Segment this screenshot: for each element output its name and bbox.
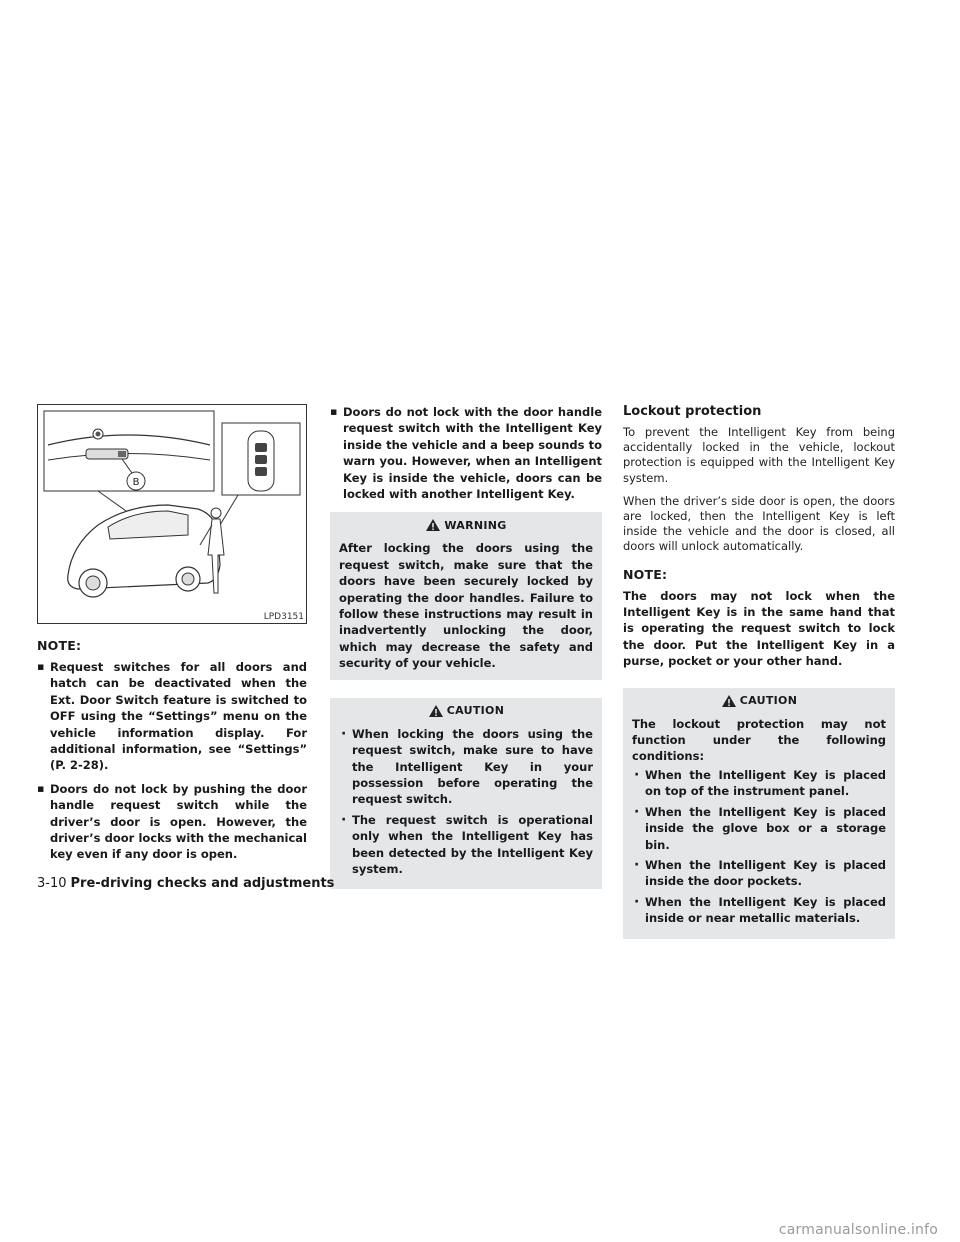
caution-title: CAUTION (446, 704, 505, 718)
warning-icon (425, 518, 441, 532)
note-title: NOTE: (623, 566, 668, 582)
list-item: ▪ Doors do not lock by pushing the door handle request switch while the driver’s door is open. However, the driver’s door locks with the mechanical key even if any door is open. (37, 781, 307, 863)
caution-header (632, 694, 886, 708)
section-title: Lockout protection (623, 404, 762, 419)
warning-header (339, 518, 593, 532)
warning-box (330, 512, 602, 679)
note-title: NOTE: (37, 638, 82, 653)
caution-header (339, 704, 593, 718)
list-item: ▪ Doors do not lock with the door handle request switch with the Intelligent Key inside the vehicle and a beep sounds to warn you. However, when an Intelligent Key is inside the vehicle, doors can be locked with another Intelligent Key. (330, 404, 602, 502)
figure-label: LPD3151 (263, 612, 304, 622)
warning-text: After locking the doors using the request switch, make sure that the doors have been securely locked by operating the door handles. Failure to follow these instructions may result in inadvertently unlocking the door, which may decrease the safety and security of your vehicle. (339, 541, 593, 671)
caution-icon (721, 694, 737, 708)
illustration-figure (37, 404, 307, 624)
car-hatch-illustration (38, 405, 306, 623)
left-column (37, 404, 307, 870)
right-column (623, 404, 895, 939)
chapter-title: Pre-driving checks and adjustments (70, 876, 335, 891)
list-item: · When the Intelligent Key is placed inside the door pockets. (632, 857, 886, 890)
list-item: ▪ Request switches for all doors and hatch can be deactivated when the Ext. Door Switch feature is switched to OFF using the “Settings” menu on the vehicle information display. For additional information, see “Settings” (P. 2-28). (37, 659, 307, 774)
middle-column (330, 404, 602, 889)
list-item: · When the Intelligent Key is placed inside or near metallic materials. (632, 894, 886, 927)
watermark: carmanualsonline.info (778, 1222, 938, 1238)
caution-box (330, 698, 602, 890)
caution-box (623, 688, 895, 939)
list-item: · When the Intelligent Key is placed on top of the instrument panel. (632, 767, 886, 800)
list-item: · When the Intelligent Key is placed inside the glove box or a storage bin. (632, 804, 886, 853)
list-item: · When locking the doors using the request switch, make sure to have the Intelligent Key in your possession before operating the request switch. (339, 726, 593, 808)
caution-list (632, 767, 886, 927)
page-footer (37, 876, 334, 891)
caution-icon (428, 704, 444, 718)
page-number: 3-10 (37, 876, 67, 891)
paragraph: To prevent the Intelligent Key from being accidentally locked in the vehicle, lockout protection is equipped with the Intelligent Key system. (623, 425, 895, 485)
paragraph: When the driver’s side door is open, the doors are locked, then the Intelligent Key is left inside the vehicle and the door is closed, all doors will unlock automatically. (623, 493, 895, 554)
warning-title: WARNING (444, 518, 507, 532)
caution-title: CAUTION (739, 694, 798, 708)
note-text: The doors may not lock when the Intelligent Key is in the same hand that is operating the request switch to lock the door. Put the Intelligent Key in a purse, pocket or your other hand. (623, 588, 895, 669)
caution-list (339, 726, 593, 878)
list-item: · The request switch is operational only when the Intelligent Key has been detected by the Intelligent Key system. (339, 812, 593, 878)
caution-intro: The lockout protection may not function under the following conditions: (632, 716, 886, 764)
request-switch-bullets (330, 404, 602, 502)
callout-letter: B (132, 477, 140, 488)
note-bullets (37, 659, 307, 863)
